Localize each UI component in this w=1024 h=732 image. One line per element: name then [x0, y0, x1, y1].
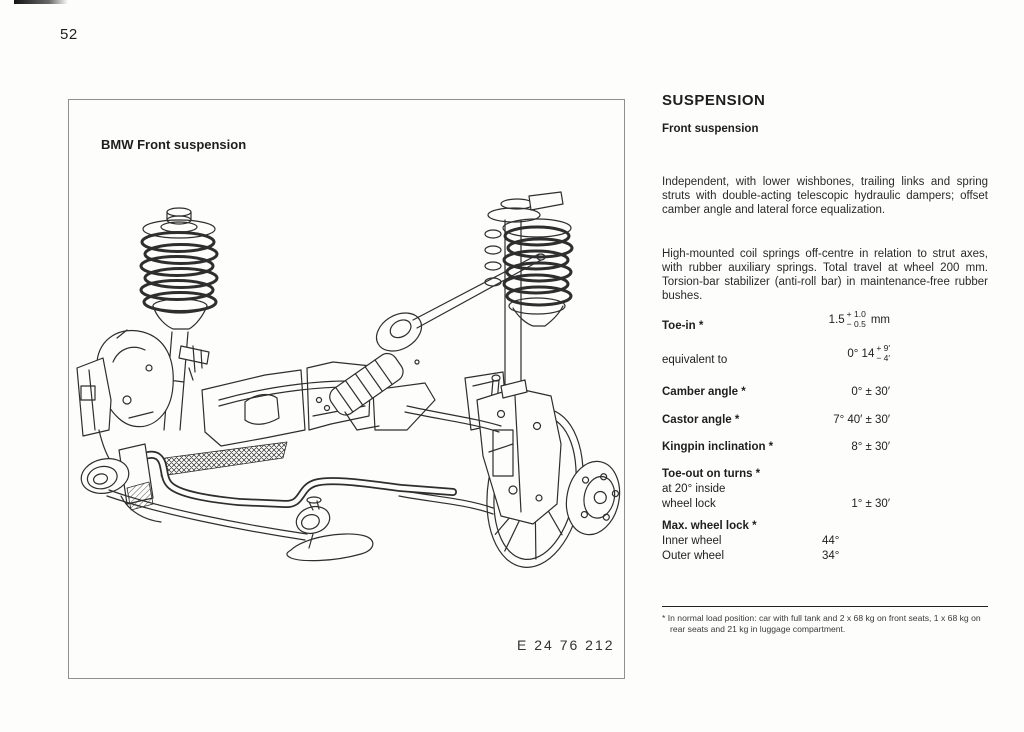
spec-max-lock-label: Max. wheel lock * [662, 520, 757, 532]
equivalent-main: 0° 14 [847, 347, 875, 360]
figure-box [68, 99, 625, 679]
spec-toe-in-value [829, 310, 890, 329]
spec-outer-wheel-label: Outer wheel [662, 550, 725, 562]
spec-kingpin-value: 8° ± 30′ [851, 441, 890, 453]
figure-caption: E 24 76 212 [517, 637, 615, 653]
toe-in-plus: + 1.0 [846, 309, 866, 319]
spec-outer-wheel-value: 34° [822, 550, 840, 562]
spec-equivalent-label: equivalent to [662, 354, 728, 366]
equivalent-minus: − 4′ [876, 352, 890, 363]
front-suspension-illustration [69, 100, 626, 680]
right-brake-disc [399, 375, 626, 574]
spec-camber-value: 0° ± 30′ [851, 386, 890, 398]
spec-castor-value: 7° 40′ ± 30′ [833, 414, 890, 426]
paragraph-1: Independent, with lower wishbones, trailing links and spring struts with double-acting telescopic hydraulic dampers; offset camber angle and lateral force equalization. [662, 175, 988, 217]
footnote: * In normal load position: car with full tank and 2 x 68 kg on front seats, 1 x 68 kg on rear seats and 21 kg in luggage compartment. [662, 613, 981, 634]
spec-inner-wheel-label: Inner wheel [662, 535, 722, 547]
spec-kingpin-label: Kingpin inclination * [662, 441, 774, 453]
section-title: SUSPENSION [662, 92, 766, 109]
spec-inner-wheel-value: 44° [822, 535, 840, 547]
spec-toe-in-label: Toe-in * [662, 320, 704, 332]
left-brake-knuckle [77, 330, 173, 468]
spec-toe-out-value: 1° ± 30′ [851, 498, 890, 510]
spec-equivalent-value [847, 344, 890, 363]
figure-label: BMW Front suspension [101, 137, 247, 152]
spec-castor-label: Castor angle * [662, 414, 740, 426]
spec-toe-out-line2: wheel lock [662, 498, 716, 510]
toe-in-minus: − 0.5 [846, 318, 866, 329]
section-subtitle: Front suspension [662, 123, 759, 135]
footnote-rule [662, 606, 988, 607]
scan-edge-smudge [14, 0, 68, 4]
spec-toe-out-label: Toe-out on turns * [662, 468, 761, 480]
spec-toe-out-line1: at 20° inside [662, 483, 726, 495]
hatched-crossmember [161, 442, 287, 476]
equivalent-plus: + 9′ [876, 343, 890, 353]
paragraph-2: High-mounted coil springs off-centre in relation to strut axes, with rubber auxiliary springs. Total travel at wheel 200 mm. Torsion-bar stabilizer (anti-roll bar) in maintenance-free rubber bushes. [662, 247, 988, 303]
spec-camber-label: Camber angle * [662, 386, 746, 398]
toe-in-unit: mm [870, 313, 890, 326]
page-number: 52 [60, 26, 78, 43]
toe-in-main: 1.5 [828, 313, 845, 326]
